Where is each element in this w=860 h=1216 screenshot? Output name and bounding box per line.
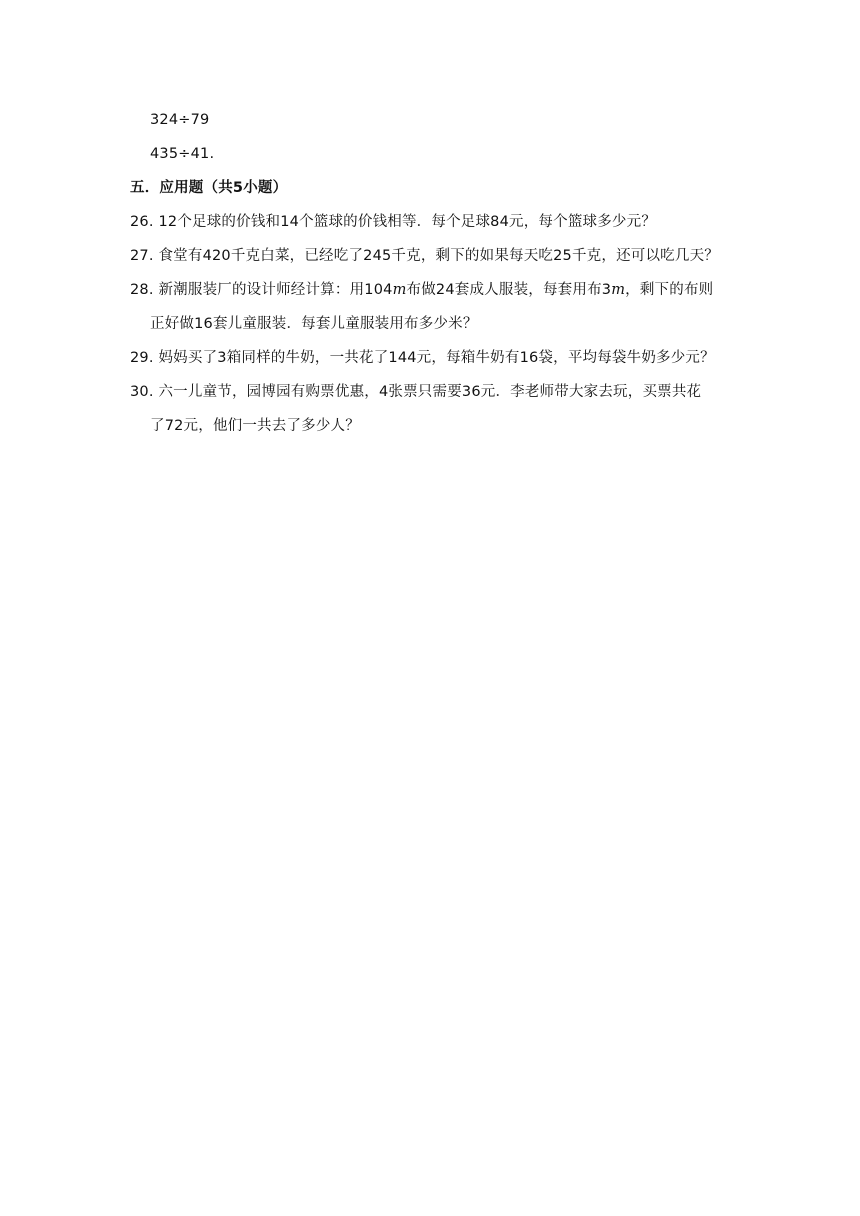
question-29 — [130, 348, 715, 368]
question-number: 27. — [130, 248, 154, 264]
calculation-item: 435÷41. — [150, 146, 215, 162]
question-28 — [130, 280, 713, 300]
question-28-continuation: 正好做16套儿童服装．每套儿童服装用布多少米？ — [150, 316, 478, 332]
section-title: 五．应用题（共5小题） — [130, 180, 288, 196]
question-text: 妈妈买了3箱同样的牛奶，一共花了144元，每箱牛奶有16袋，平均每袋牛奶多少元？ — [158, 350, 715, 366]
question-number: 28. — [130, 282, 154, 298]
calculation-item: 324÷79 — [150, 112, 210, 128]
question-30-continuation: 了72元，他们一共去了多少人？ — [150, 418, 360, 434]
question-text: 食堂有420千克白菜，已经吃了245千克，剩下的如果每天吃25千克，还可以吃几天？ — [158, 248, 719, 264]
question-text: 新潮服装厂的设计师经计算：用104 — [158, 282, 393, 298]
question-text: ，剩下的布则 — [625, 282, 714, 298]
question-26 — [130, 212, 656, 232]
question-30 — [130, 382, 701, 402]
question-text: 六一儿童节，园博园有购票优惠，4张票只需要36元．李老师带大家去玩，买票共花 — [158, 384, 702, 400]
question-27 — [130, 246, 719, 266]
question-number: 30. — [130, 384, 154, 400]
question-number: 26. — [130, 214, 154, 230]
unit-meter: m — [611, 282, 626, 298]
question-text: 布做24套成人服装，每套用布3 — [406, 282, 612, 298]
question-text: 12个足球的价钱和14个篮球的价钱相等．每个足球84元，每个篮球多少元？ — [158, 214, 657, 230]
question-number: 29. — [130, 350, 154, 366]
unit-meter: m — [392, 282, 407, 298]
